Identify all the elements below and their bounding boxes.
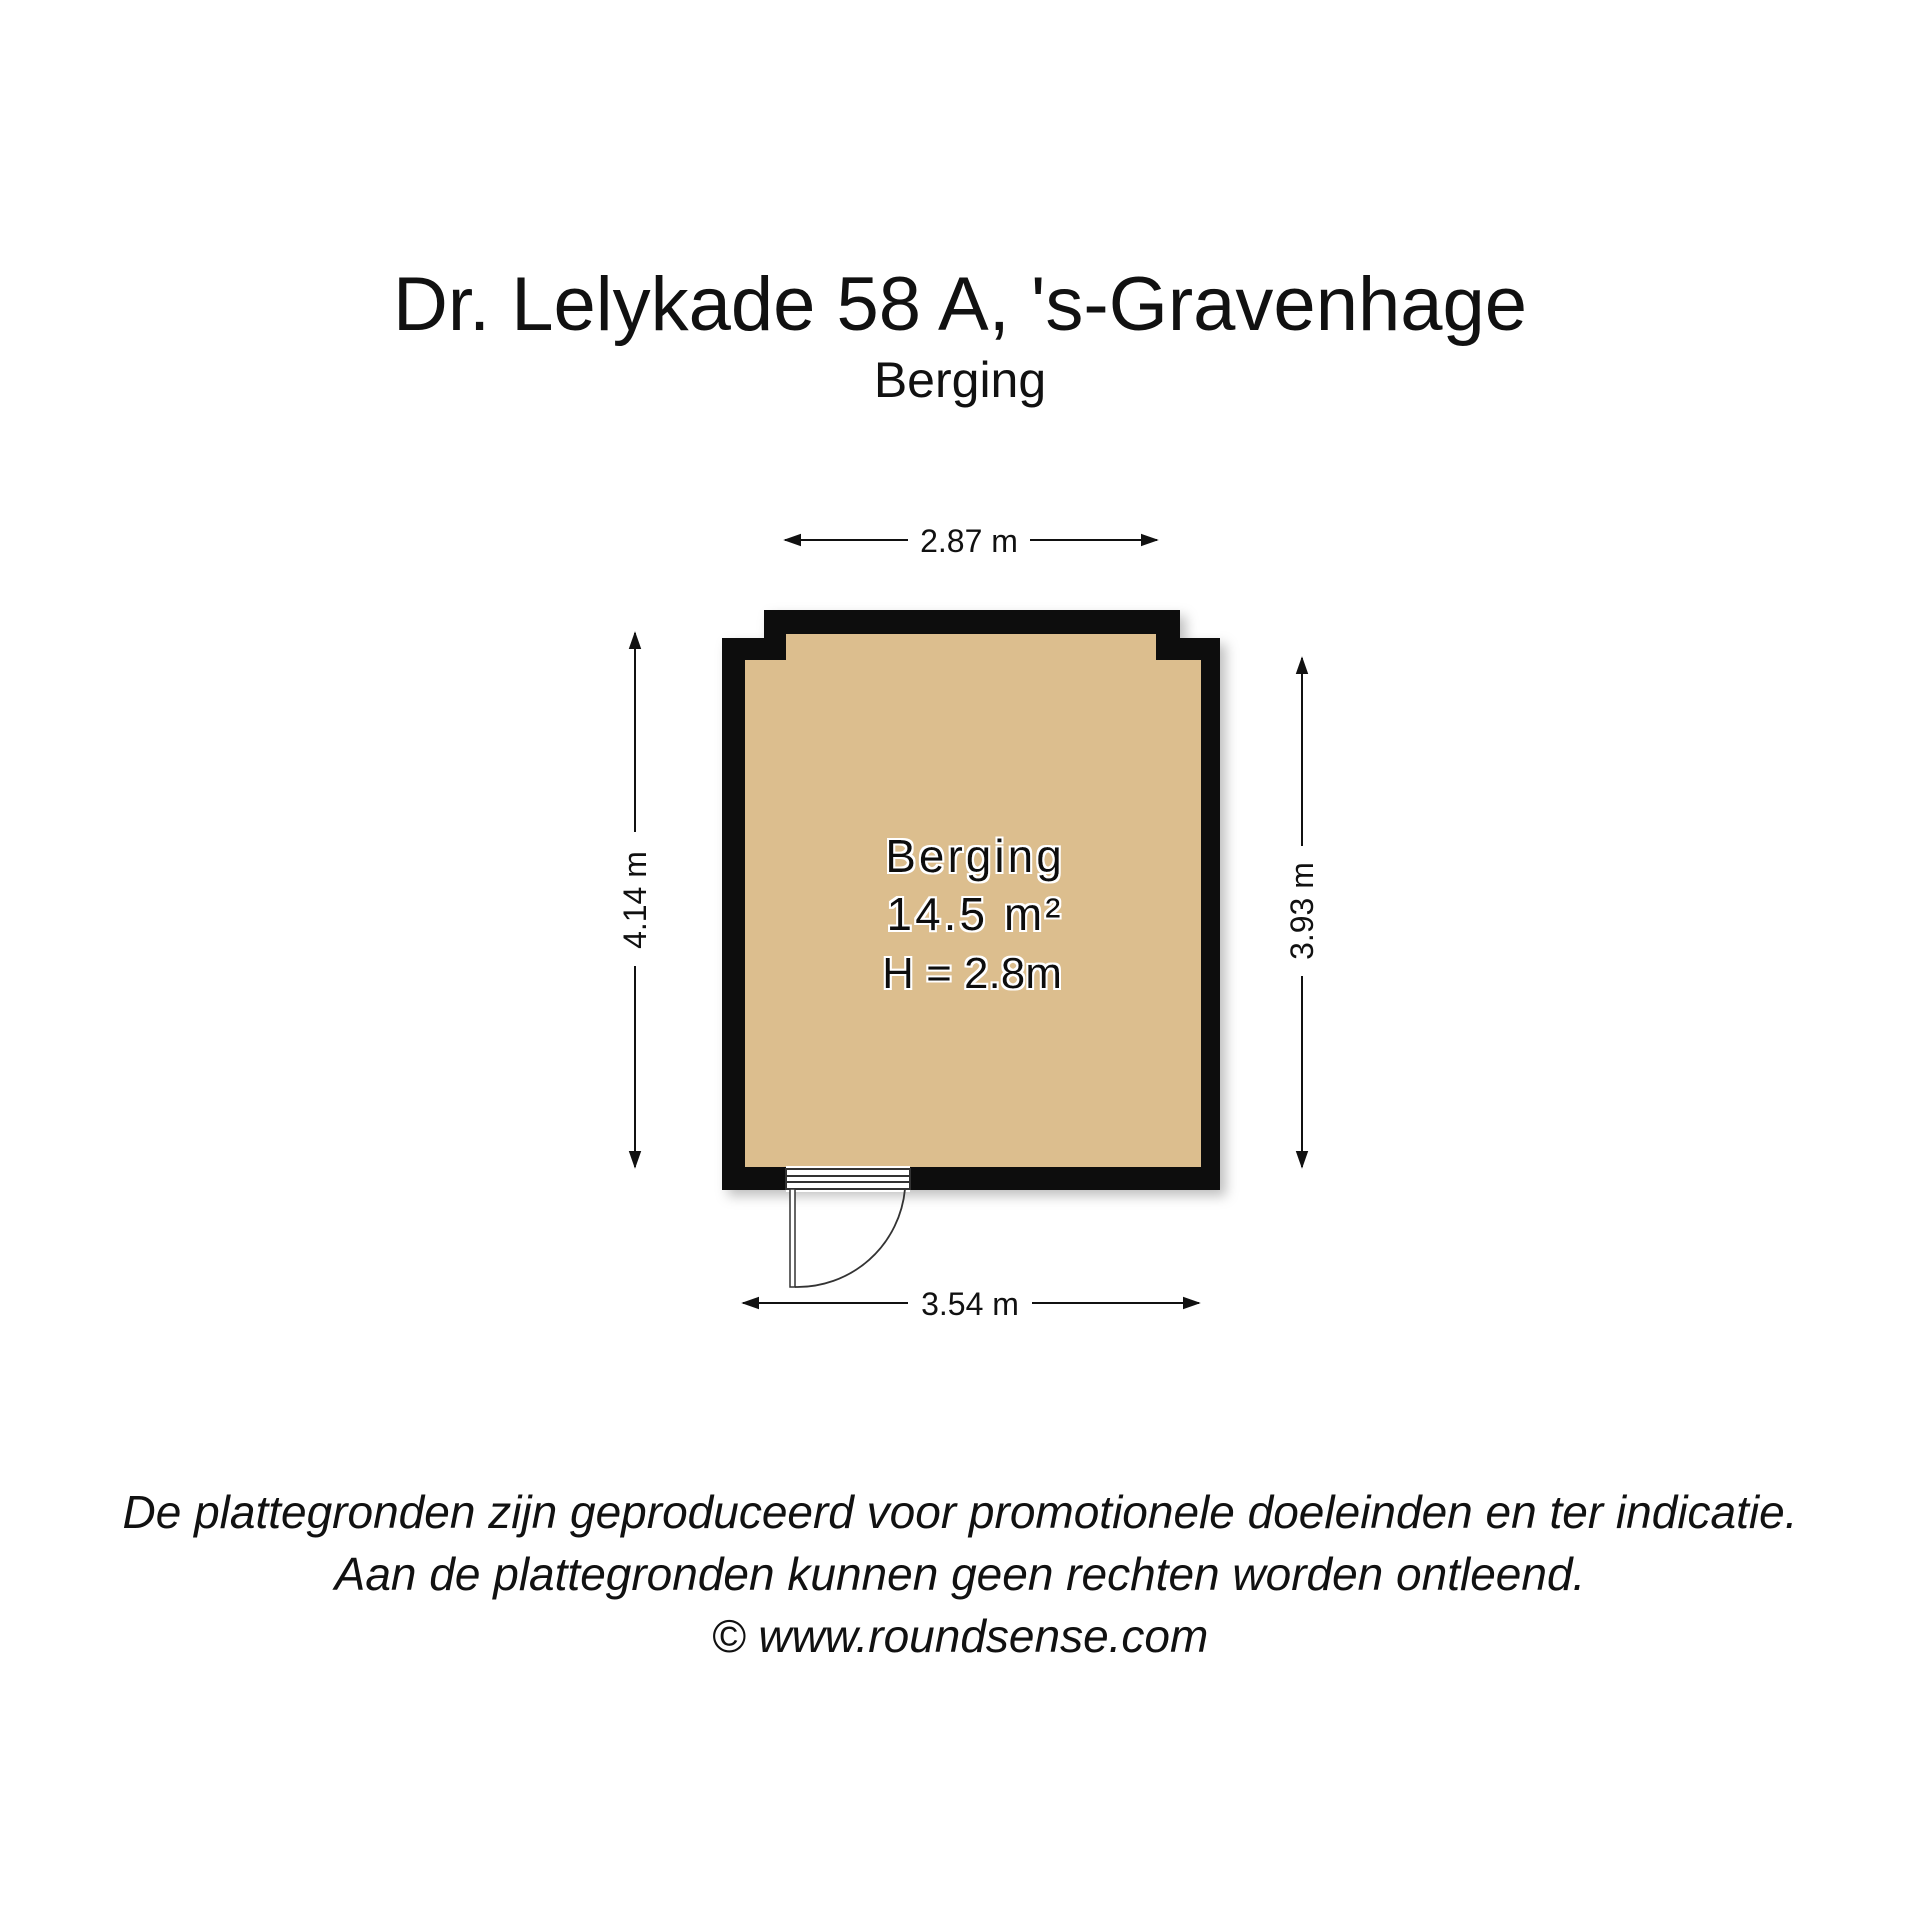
disclaimer-line-2: Aan de plattegronden kunnen geen rechten worden ontleend. — [334, 1548, 1586, 1600]
disclaimer-line-1: De plattegronden zijn geproduceerd voor promotionele doeleinden en ter indicatie. — [122, 1486, 1798, 1538]
room-area: 14.5 m² — [886, 888, 1064, 940]
dimension-top — [785, 523, 1157, 559]
dimension-right — [1284, 658, 1320, 1167]
plan-title: Dr. Lelykade 58 A, 's-Gravenhage — [392, 262, 1528, 347]
room-height: H = 2.8m — [882, 949, 1062, 998]
door-swing-icon — [790, 1189, 905, 1287]
door — [786, 1166, 910, 1287]
room-name: Berging — [885, 830, 1065, 882]
dimension-bottom — [743, 1286, 1199, 1322]
dimension-bottom-label: 3.54 m — [921, 1286, 1019, 1322]
dimension-left-label: 4.14 m — [617, 851, 653, 949]
dimension-top-label: 2.87 m — [920, 523, 1018, 559]
dimension-left — [617, 633, 653, 1167]
dimension-right-label: 3.93 m — [1284, 862, 1320, 960]
copyright-line: © www.roundsense.com — [711, 1610, 1209, 1662]
plan-subtitle: Berging — [873, 352, 1047, 408]
